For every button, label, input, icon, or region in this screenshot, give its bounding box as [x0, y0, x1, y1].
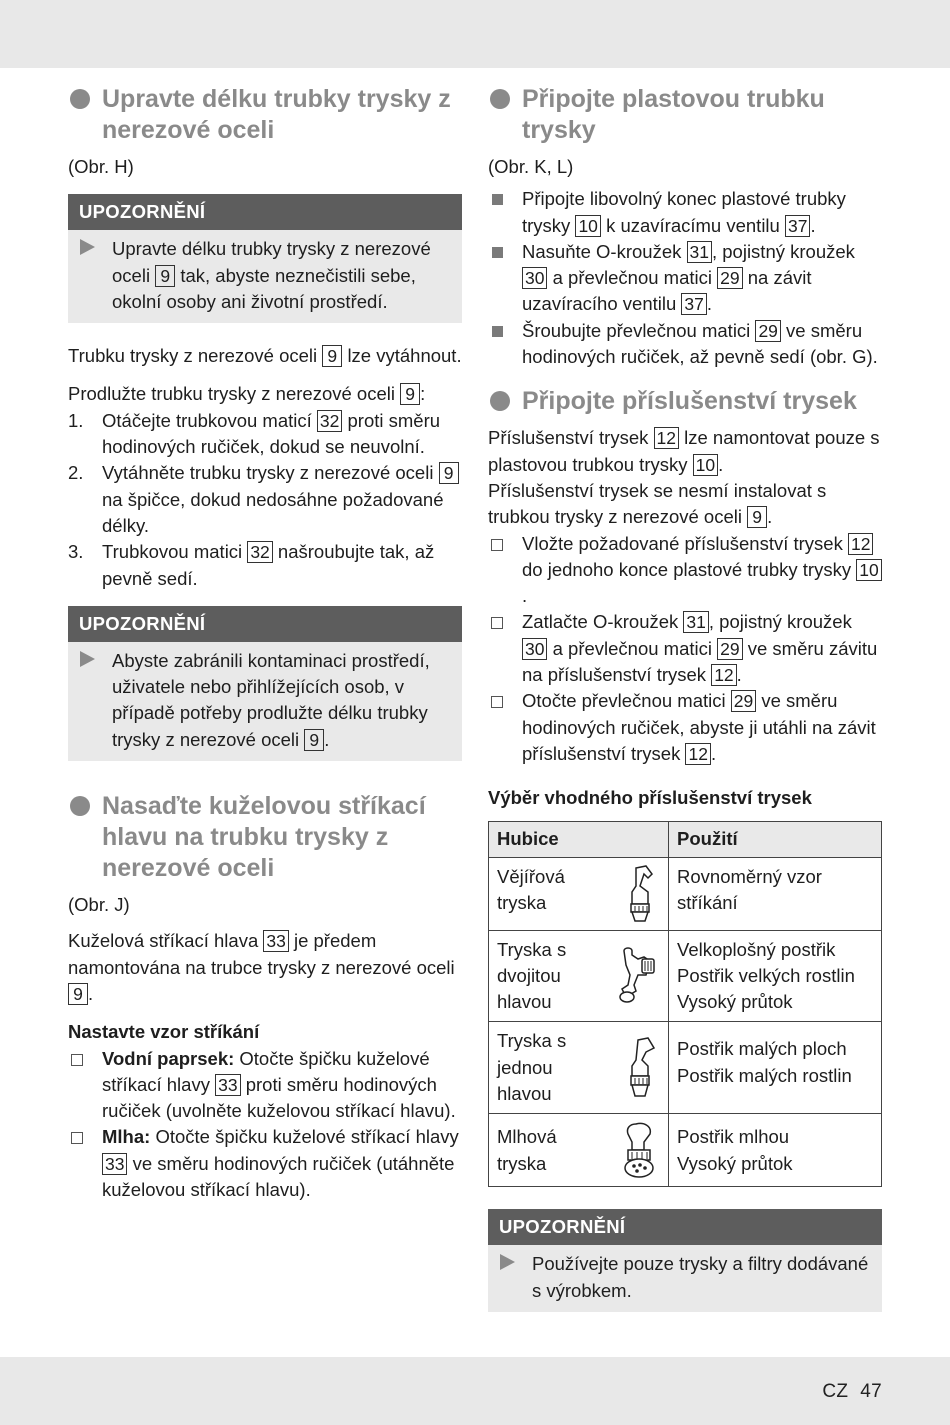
part-number: 12	[848, 533, 873, 555]
checkbox-icon	[491, 696, 503, 708]
part-number: 31	[683, 611, 708, 633]
part-number: 31	[687, 241, 712, 263]
list-item: Vložte požadované příslušenství trysek 12 do jednoho konce plastové trubky trysky 10.	[488, 531, 882, 610]
mist-nozzle-icon	[618, 1120, 658, 1180]
square-bullet-icon	[492, 247, 503, 258]
bullet-dot-icon	[490, 391, 510, 411]
section-title-adjust-tube: Upravte délku trubky trysky z nerezové oceli	[68, 84, 462, 146]
fan-nozzle-icon	[622, 864, 658, 924]
right-column	[488, 84, 882, 1332]
table-cell: Rovnoměrný vzor stříkání	[669, 857, 882, 930]
checkbox-icon	[491, 617, 503, 629]
bullet-dot-icon	[490, 89, 510, 109]
bullet-dot-icon	[70, 89, 90, 109]
paragraph: Příslušenství trysek 12 lze namontovat pouze s plastovou trubkou trysky 10 .	[488, 427, 880, 475]
notice-body: Abyste zabránili kontaminaci prostředí, uživatele nebo přihlížejících osob, v případě potřeby prodlužte délku trubky trysky z nerezové oceli 9 .	[68, 642, 462, 761]
list-item: 2. Vytáhněte trubku trysky z nerezové oceli 9 na špičce, dokud nedosáhne požadované délky.	[68, 460, 462, 539]
list-item: Zatlačte O-kroužek 31 , pojistný kroužek 30 a převlečnou matici 29 ve směru závitu na příslušenství trysek 12 .	[488, 609, 882, 688]
page-header-bar	[0, 0, 950, 68]
figure-ref: (Obr. H)	[68, 156, 134, 177]
part-number: 29	[717, 638, 742, 660]
notice-title: UPOZORNĚNÍ	[68, 606, 462, 642]
list-item: Šroubujte převlečnou matici 29 ve směru hodinových ručiček, až pevně sedí (obr. G).	[488, 318, 882, 371]
square-bullet-icon	[492, 194, 503, 205]
list-item: 1. Otáčejte trubkovou maticí 32 proti směru hodinových ručiček, dokud se neuvolní.	[68, 409, 441, 458]
left-column	[68, 84, 462, 1217]
arrow-right-icon	[80, 239, 95, 255]
paragraph: Prodlužte trubku trysky z nerezové oceli 9 :	[68, 383, 426, 405]
table-cell: Velkoplošný postřik Postřik velkých rostlin Vysoký průtok	[669, 930, 882, 1022]
column-header: Použití	[669, 821, 882, 857]
table-cell: Postřik mlhou Vysoký průtok	[669, 1114, 882, 1187]
table-cell: Postřik malých ploch Postřik malých rostlin	[669, 1022, 882, 1114]
part-number: 33	[102, 1153, 127, 1175]
part-number: 12	[654, 427, 679, 449]
spray-pattern-list	[68, 1046, 462, 1204]
accessory-steps-list	[488, 531, 882, 768]
notice-title: UPOZORNĚNÍ	[68, 194, 462, 230]
paragraph: Příslušenství trysek se nesmí instalovat s trubkou trysky z nerezové oceli 9 .	[488, 479, 827, 528]
part-number: 9	[439, 462, 459, 484]
language-code: CZ	[822, 1381, 849, 1402]
list-item: Mlha: Otočte špičku kuželové stříkací hlavy 33 ve směru hodinových ručiček (utáhněte kuželovou stříkací hlavu).	[68, 1124, 462, 1203]
figure-ref: (Obr. K, L)	[488, 156, 574, 177]
part-number: 10	[575, 215, 600, 237]
part-number: 29	[717, 267, 742, 289]
notice-box	[68, 606, 462, 761]
notice-box	[488, 1209, 882, 1312]
part-number: 33	[263, 930, 288, 952]
notice-title: UPOZORNĚNÍ	[488, 1209, 882, 1245]
part-number: 9	[68, 983, 88, 1005]
part-number: 9	[155, 265, 175, 287]
table-cell: Mlhová tryska	[489, 1114, 669, 1187]
section-title-plastic-tube: Připojte plastovou trubku trysky	[488, 84, 882, 146]
section-title-accessories: Připojte příslušenství trysek	[488, 386, 882, 417]
notice-body: Upravte délku trubky trysky z nerezové oceli 9 tak, abyste neznečistili sebe, okolní osoby ani životní prostředí.	[68, 230, 462, 323]
part-number: 10	[856, 559, 881, 581]
part-number: 9	[747, 506, 767, 528]
list-item: Nasuňte O-kroužek 31 , pojistný kroužek 30 a převlečnou matici 29 na závit uzavíracího ventilu 37 .	[488, 239, 882, 318]
part-number: 30	[522, 638, 547, 660]
table-row	[489, 1114, 882, 1187]
table-cell: Vějířová tryska	[489, 857, 669, 930]
page-number: 47	[860, 1381, 882, 1402]
figure-ref: (Obr. J)	[68, 894, 130, 916]
table-cell: Tryska s jednou hlavou	[489, 1022, 669, 1114]
part-number: 29	[755, 320, 780, 342]
double-head-nozzle-icon	[618, 945, 658, 1007]
checkbox-icon	[71, 1132, 83, 1144]
part-number: 12	[711, 664, 736, 686]
page-footer	[822, 1379, 882, 1405]
checkbox-icon	[491, 539, 503, 551]
section-title-cone-head: Nasaďte kuželovou stříkací hlavu na trubku trysky z nerezové oceli	[68, 791, 462, 884]
table-cell: Tryska s dvojitou hlavou	[489, 930, 669, 1022]
part-number: 29	[731, 690, 756, 712]
part-number: 30	[522, 267, 547, 289]
part-number: 10	[693, 454, 718, 476]
square-bullet-icon	[492, 326, 503, 337]
part-number: 32	[317, 410, 342, 432]
table-row	[489, 857, 882, 930]
notice-box	[68, 194, 462, 323]
notice-body: Používejte pouze trysky a filtry dodávané s výrobkem.	[488, 1245, 882, 1312]
single-head-nozzle-icon	[622, 1036, 658, 1100]
table-row	[489, 930, 882, 1022]
page-footer-bar	[0, 1357, 950, 1425]
part-number: 32	[247, 541, 272, 563]
nozzle-table	[488, 821, 882, 1188]
column-header: Hubice	[489, 821, 669, 857]
list-item: 3. Trubkovou matici 32 našroubujte tak, až pevně sedí.	[68, 541, 435, 589]
arrow-right-icon	[80, 651, 95, 667]
part-number: 9	[400, 383, 420, 405]
part-number: 37	[681, 293, 706, 315]
bullet-dot-icon	[70, 796, 90, 816]
list-item: Otočte převlečnou matici 29 ve směru hodinových ručiček, abyste ji utáhli na závit příslušenství trysek 12 .	[488, 688, 882, 767]
arrow-right-icon	[500, 1254, 515, 1270]
part-number: 33	[215, 1074, 240, 1096]
connect-steps-list	[488, 186, 882, 370]
table-header-row	[489, 821, 882, 857]
part-number: 9	[304, 729, 324, 751]
table-row	[489, 1022, 882, 1114]
paragraph: Kuželová stříkací hlava 33 je předem namontována na trubce trysky z nerezové oceli 9 .	[68, 930, 455, 1004]
part-number: 37	[785, 215, 810, 237]
subheading: Nastavte vzor stříkání	[68, 1021, 260, 1043]
checkbox-icon	[71, 1054, 83, 1066]
part-number: 9	[322, 345, 342, 367]
list-item: Připojte libovolný konec plastové trubky trysky 10 k uzavíracímu ventilu 37 .	[488, 186, 882, 239]
steps-list	[68, 408, 462, 592]
subheading: Výběr vhodného příslušenství trysek	[488, 787, 812, 809]
paragraph: Trubku trysky z nerezové oceli 9 lze vytáhnout.	[68, 345, 462, 367]
part-number: 12	[685, 743, 710, 765]
list-item: Vodní paprsek: Otočte špičku kuželové stříkací hlavy 33 proti směru hodinových ručiček (uvolněte kuželovou stříkací hlavu).	[68, 1046, 462, 1125]
